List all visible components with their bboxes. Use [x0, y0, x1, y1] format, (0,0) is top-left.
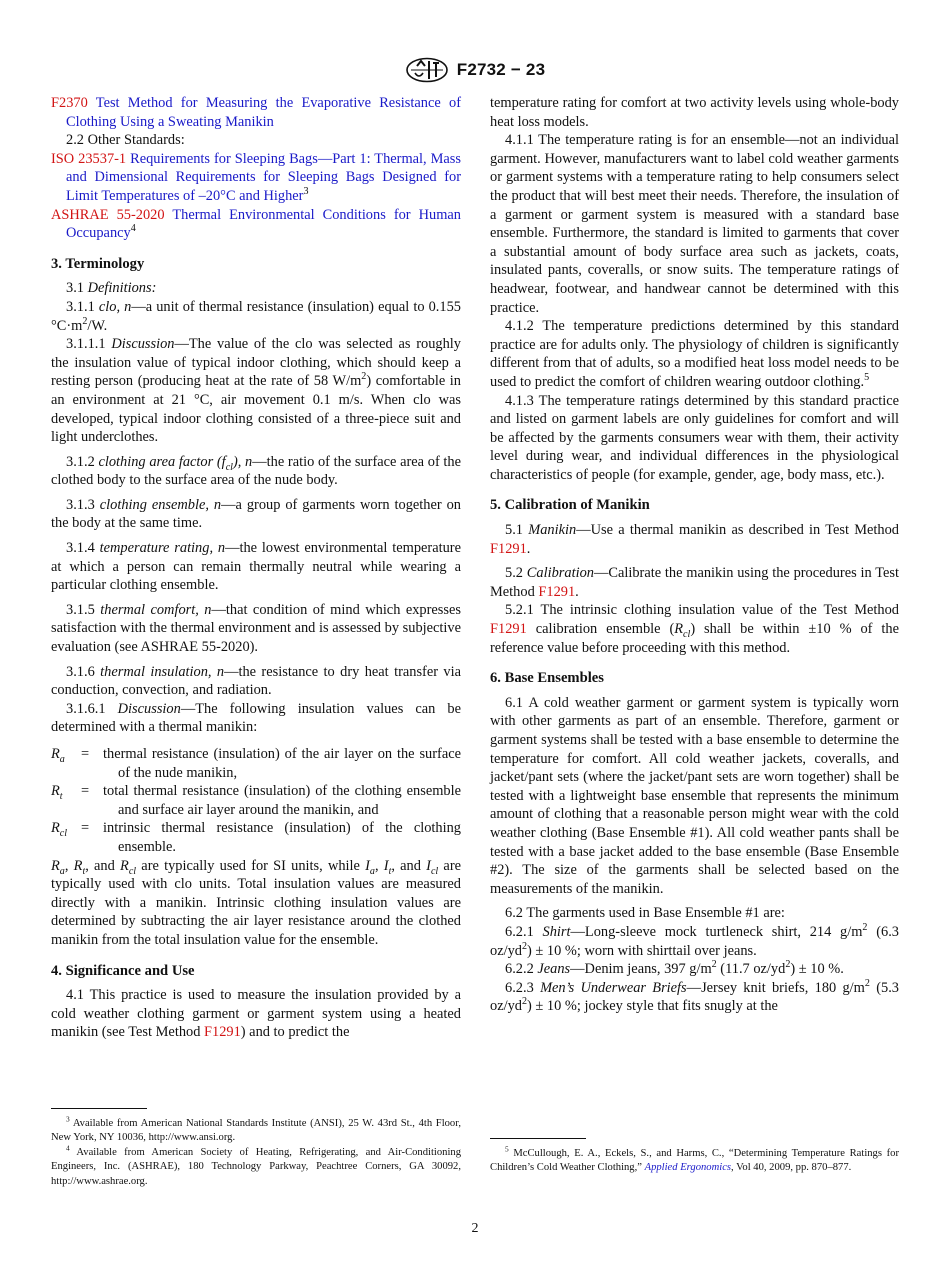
reference-title[interactable]: Test Method for Measuring the Evaporative Resistance of Clothing Using a Sweating Manikin	[66, 95, 461, 130]
para-3-1-1-1: 3.1.1.1 Discussion—The value of the clo was selected as roughly the insulation value of typical indoor clothing, which should keep a resting person (producing heat at the rate of 58 $W/m^2$) comfortable in an environment at 21 °C, air movement 0.1 m/s. When clo was developed, typical indoor clothing consisted of a three-piece suit and light underclothes.	[51, 336, 461, 446]
reference-link[interactable]: ISO 23537-1	[51, 150, 127, 167]
section-heading: 6. Base Ensembles	[490, 670, 604, 687]
para-3-1-6: 3.1.6 thermal insulation, n—the resistance to dry heat transfer via conduction, convection, and radiation.	[51, 663, 461, 699]
footnotes-left	[51, 1108, 461, 1189]
reference-iso	[51, 150, 461, 206]
para-5-2-1: 5.2.1 The intrinsic clothing insulation value of the Test Method F1291 calibration ensemble $(R_{cl})$ shall be within ±10 % of the reference value before proceeding with this method.	[490, 602, 899, 656]
section-heading: 3. Terminology	[51, 255, 145, 272]
para-3-1-5: 3.1.5 thermal comfort, n—that condition of mind which expresses satisfaction with the thermal environment and is assessed by subjective evaluation (see ASHRAE 55-2020).	[51, 601, 461, 656]
section-2-2: 2.2 Other Standards:	[66, 132, 185, 149]
section-heading: 4. Significance and Use	[51, 962, 195, 979]
reference-link[interactable]: F1291	[204, 1024, 241, 1041]
para-3-1-3: 3.1.3 clothing ensemble, n—a group of garments worn together on the body at the same time.	[51, 496, 461, 532]
para-4-1-3: 4.1.3 The temperature ratings determined by this standard practice and listed on garment labels are only guidelines for comfort and will be affected by the garments consumers wear with them, their activity level during wear, and individual differences in the physiological characteristics of people (for example, gender, age, body mass, etc.).	[490, 392, 899, 483]
reference-title[interactable]: Thermal Environmental Conditions for Human Occupancy	[66, 206, 461, 242]
footnote-marker: 5	[864, 372, 870, 384]
reference-f2370	[51, 94, 461, 131]
symbol-definitions	[51, 745, 461, 857]
para-4-1-1: 4.1.1 The temperature rating is for an ensemble—not an individual garment. However, manufacturers want to label cold weather garments or garment systems with a temperature rating to help consumers select the product that will best meet their needs. Therefore, the insulation of a garment or garment system is measured with a standard base ensemble. Furthermore, the standard is limited to garments that cover a substantial amount of body surface area such as jackets, coats, insulated pants, coveralls, or snow suits. The temperature ratings of headwear, footwear, and handwear cannot be determined with this practice.	[490, 132, 899, 316]
reference-link[interactable]: F2370	[51, 95, 88, 111]
reference-link[interactable]: ASHRAE 55-2020	[51, 206, 165, 223]
reference-link[interactable]: F1291	[490, 540, 527, 557]
symbol-row: $R_t$ = total thermal resistance (insulation) of the clothing ensemble and surface air layer around the manikin, and	[51, 783, 461, 818]
astm-logo-icon	[405, 57, 449, 83]
footnote-rule	[490, 1138, 586, 1139]
para-6-2-2: 6.2.2 Jeans—Denim jeans, 397 $g/m^2$ (11.7 $oz/yd^2) \pm 10$ %.	[505, 959, 844, 978]
para-3-1-2: 3.1.2 clothing area factor $(f_{cl})$, n—the ratio of the surface area of the clothed body to the surface area of the nude body.	[51, 453, 461, 489]
symbol-row: $R_{cl}$ = intrinsic thermal resistance (insulation) of the clothing ensemble.	[51, 820, 461, 855]
para-6-2: 6.2 The garments used in Base Ensemble #1 are:	[505, 905, 785, 922]
reference-link[interactable]: F1291	[490, 621, 527, 638]
para-6-2-3: 6.2.3 Men’s Underwear Briefs—Jersey knit briefs, 180 $g/m^2$ (5.3 $oz/yd^2) \pm 10$ %; jockey style that fits snugly at the	[490, 977, 899, 1015]
para-3-1-4: 3.1.4 temperature rating, n—the lowest environmental temperature at which a person can remain thermally neutral while wearing a particular clothing ensemble.	[51, 540, 461, 594]
footnotes-right	[490, 1138, 899, 1176]
right-column	[490, 94, 899, 1016]
page-number: 2	[471, 1221, 479, 1236]
footnote: $^4$ Available from American Society of Heating, Refrigerating, and Air-Conditioning Engineers, Inc. (ASHRAE), 180 Technology Parkway, Peachtree Corners, GA 30092, http://www.ashrae.org.	[51, 1143, 461, 1187]
footnote: $^3$ Available from American National Standards Institute (ANSI), 25 W. 43rd St., 4th Floor, New York, NY 10036, http://www.ansi.org.	[51, 1114, 461, 1144]
para-4-1: 4.1 This practice is used to measure the insulation provided by a cold weather clothing garment or garment system using a heated manikin (see Test Method F1291) and to predict the	[51, 987, 462, 1041]
para-6-2-1: 6.2.1 Shirt—Long-sleeve mock turtleneck shirt, 214 $g/m^2$ (6.3 $oz/yd^2) \pm 10$ %; worn with shirttail over jeans.	[490, 922, 899, 959]
journal-link[interactable]: Applied Ergonomics	[644, 1162, 732, 1174]
reference-title[interactable]: Requirements for Sleeping Bags—Part 1: Thermal, Mass and Dimensional Requirements for Sleeping Bags Designed for Limit Temperatures of –20°C and Higher	[66, 150, 461, 204]
standard-designation: F2732 − 23	[456, 60, 546, 79]
para-3-1-6-1: 3.1.6.1 Discussion—The following insulation values can be determined with a thermal manikin:	[51, 700, 461, 736]
para-5-2: 5.2 Calibration—Calibrate the manikin using the procedures in Test Method F1291.	[490, 565, 899, 600]
para-3-1-1: 3.1.1 clo, n—a unit of thermal resistance (insulation) equal to 0.155 $^\circ C\cdot m^2/W$.	[51, 298, 461, 334]
footnote-marker: 4	[130, 223, 136, 235]
footnote: $^5$ McCullough, E. A., Eckels, S., and Harms, C., “Determining Temperature Ratings for Children’s Cold Weather Clothing,” Applied Ergonomics, Vol 40, 2009, pp. 870–877.	[490, 1144, 899, 1174]
left-column	[51, 94, 461, 1042]
symbol-row: $R_a$ = thermal resistance (insulation) of the air layer on the surface of the nude manikin,	[51, 746, 461, 781]
para-3-1: 3.1 Definitions:	[66, 280, 157, 297]
reference-ashrae	[51, 206, 461, 243]
para-5-1: 5.1 Manikin—Use a thermal manikin as described in Test Method F1291.	[490, 522, 899, 557]
section-heading: 5. Calibration of Manikin	[490, 497, 650, 514]
para-4-1-2: 4.1.2 The temperature predictions determined by this standard practice are for adults only. The physiology of children is significantly different from that of adults, so a modified heat loss model needs to be used to predict the comfort of children wearing outdoor clothing.$^5$	[490, 318, 900, 390]
para-4-1-cont: temperature rating for comfort at two activity levels using whole-body heat loss models.	[490, 95, 899, 130]
units-paragraph: $R_a$, $R_t$, and $R_{cl}$ are typically used for SI units, while $I_a$, $I_t$, and $I_{cl}$ are typically used with clo units. Total insulation values are measured directly with a manikin. Intrinsic clothing insulation values are determined by subtracting the air layer resistance around the clothed manikin from the total insulation value for the ensemble.	[51, 857, 461, 948]
para-6-1: 6.1 A cold weather garment or garment system is typically worn with other garments as part of an ensemble. Therefore, garment or garment systems shall be tested with a base ensemble to determine the temperature for comfort. All cold weather jackets, coveralls, and jacket/pant sets (where the jacket/pant sets are worn together) shall be tested with a lightweight base ensemble that represents the minimum amount of clothing that a reasonable person might wear with the cold weather clothing (Base Ensemble #1). All cold weather pants shall be tested with a base jacket added to the base ensemble (Base Ensemble #2). The size of the garments shall be selected based on the measurements of the manikin.	[490, 694, 899, 897]
reference-link[interactable]: F1291	[538, 583, 576, 600]
footnote-marker: 3	[303, 186, 309, 198]
footnote-rule	[51, 1108, 147, 1109]
page-header	[0, 57, 950, 83]
